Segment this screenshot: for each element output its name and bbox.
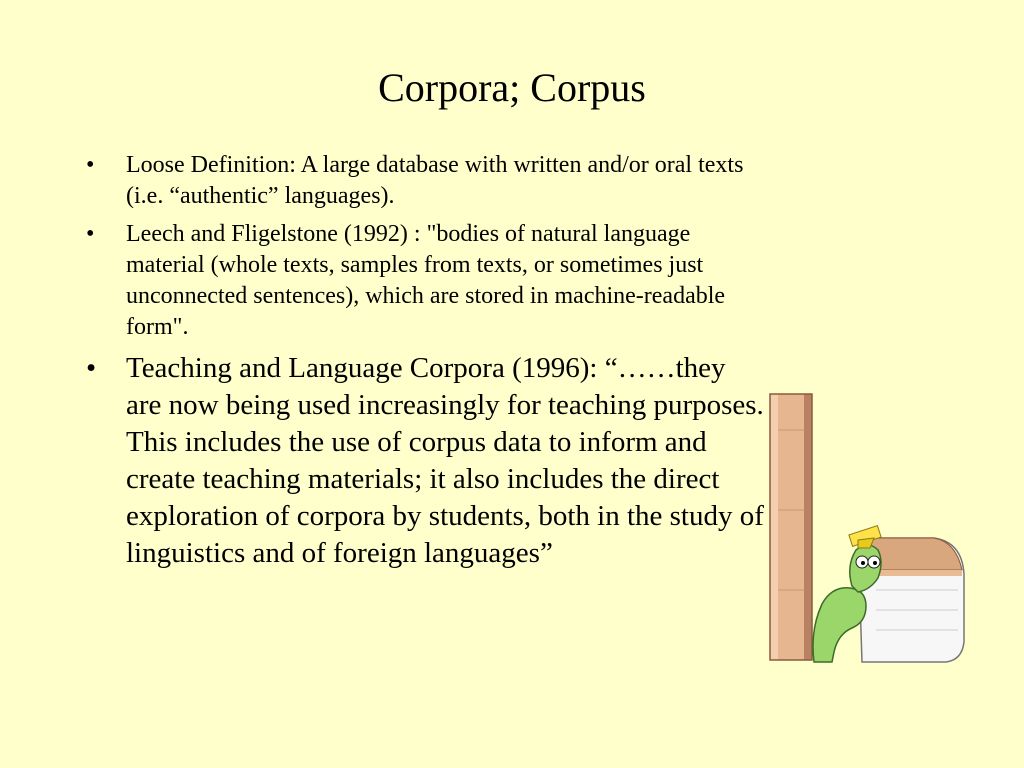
slide-title: Corpora; Corpus bbox=[378, 65, 646, 110]
bullet-text: Teaching and Language Corpora (1996): “……they are now being used increasingly for teaching purposes. This includes the use of corpus data to inform and create teaching materials; it also includes the direct exploration of corpora by students, both in the study of linguistics and of foreign languages” bbox=[126, 352, 764, 569]
bullet-item bbox=[86, 150, 756, 212]
upright-book-icon bbox=[770, 394, 812, 660]
bullet-item bbox=[86, 219, 756, 343]
bullet-marker: • bbox=[86, 352, 97, 384]
bullet-list bbox=[86, 150, 764, 572]
bookworm-with-books-icon bbox=[766, 390, 970, 668]
bullet-text: Leech and Fligelstone (1992) : "bodies of natural language material (whole texts, samples from texts, or sometimes just unconnected sentences), which are stored in machine-readable form". bbox=[126, 221, 726, 340]
bullet-marker: • bbox=[86, 221, 95, 247]
bullet-marker: • bbox=[86, 152, 95, 178]
bullet-text: Loose Definition: A large database with written and/or oral texts (i.e. “authentic” languages). bbox=[126, 152, 744, 209]
bullet-item bbox=[86, 350, 766, 572]
